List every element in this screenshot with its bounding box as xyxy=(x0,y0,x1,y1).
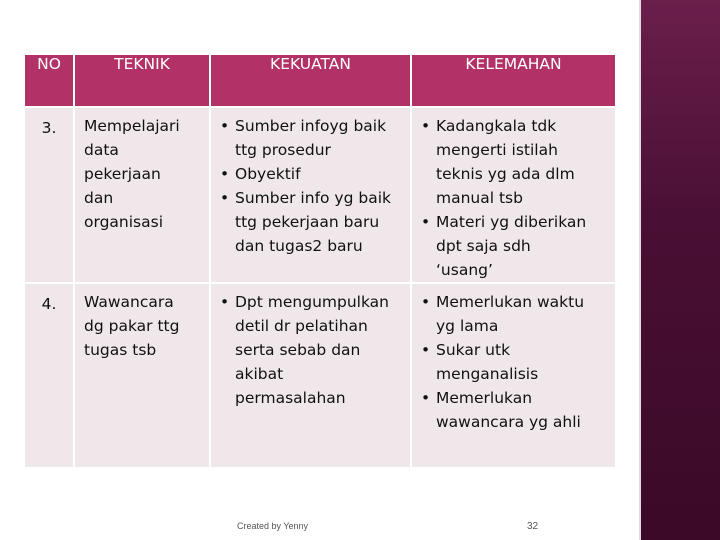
list-item xyxy=(420,114,615,210)
page-number: 32 xyxy=(527,521,539,532)
row-number: 3. xyxy=(25,106,75,282)
item-line: wawancara yg ahli xyxy=(436,413,581,431)
list-item xyxy=(420,338,615,386)
list-item xyxy=(219,162,410,186)
kekuatan-list xyxy=(211,284,410,410)
item-line: • Obyektif xyxy=(235,165,301,183)
teknik-line: dg pakar ttg xyxy=(84,317,180,335)
kelemahan-cell xyxy=(412,106,615,282)
item-line: akibat xyxy=(235,365,284,383)
footer-credit: Created by Yenny xyxy=(237,521,309,531)
header-teknik: TEKNIK xyxy=(75,55,211,106)
header-kelemahan: KELEMAHAN xyxy=(412,55,615,106)
kelemahan-list xyxy=(412,108,615,282)
table-row xyxy=(25,282,615,467)
header-kekuatan: KEKUATAN xyxy=(211,55,412,106)
kekuatan-cell xyxy=(211,106,412,282)
list-item xyxy=(420,290,615,338)
list-item xyxy=(219,186,410,258)
row-number: 4. xyxy=(25,282,75,467)
teknik-line: dan xyxy=(84,189,114,207)
item-line: • Dpt mengumpulkan xyxy=(235,293,389,311)
teknik-line: data xyxy=(84,141,119,159)
header-row xyxy=(25,55,615,106)
kekuatan-list xyxy=(211,108,410,258)
item-line: ttg pekerjaan baru xyxy=(235,213,380,231)
teknik-line: Wawancara xyxy=(84,293,174,311)
item-line: yg lama xyxy=(436,317,499,335)
item-line: dan tugas2 baru xyxy=(235,237,363,255)
teknik-cell xyxy=(75,106,211,282)
side-band-decoration xyxy=(641,0,720,540)
item-line: manual tsb xyxy=(436,189,523,207)
item-line: • Sumber info yg baik xyxy=(235,189,391,207)
header-no: NO xyxy=(25,55,75,106)
item-line: • Memerlukan waktu xyxy=(436,293,585,311)
item-line: serta sebab dan xyxy=(235,341,361,359)
item-line: ttg prosedur xyxy=(235,141,331,159)
list-item xyxy=(420,386,615,434)
item-line: menganalisis xyxy=(436,365,539,383)
teknik-line: organisasi xyxy=(84,213,164,231)
list-item xyxy=(219,114,410,162)
teknik-cell xyxy=(75,282,211,467)
item-line: • Sumber infoyg baik xyxy=(235,117,387,135)
item-line: teknis yg ada dlm xyxy=(436,165,575,183)
list-item xyxy=(420,210,615,282)
teknik-line: Mempelajari xyxy=(84,117,180,135)
item-line: • Sukar utk xyxy=(436,341,511,359)
table-row xyxy=(25,106,615,282)
kekuatan-cell xyxy=(211,282,412,467)
item-line: ‘usang’ xyxy=(436,261,493,279)
item-line: • Memerlukan xyxy=(436,389,533,407)
kelemahan-list xyxy=(412,284,615,434)
item-line: permasalahan xyxy=(235,389,346,407)
list-item xyxy=(219,290,410,410)
item-line: dpt saja sdh xyxy=(436,237,531,255)
kelemahan-cell xyxy=(412,282,615,467)
item-line: detil dr pelatihan xyxy=(235,317,368,335)
technique-table xyxy=(25,55,615,467)
item-line: mengerti istilah xyxy=(436,141,558,159)
teknik-line: pekerjaan xyxy=(84,165,161,183)
teknik-line: tugas tsb xyxy=(84,341,157,359)
item-line: • Kadangkala tdk xyxy=(436,117,557,135)
item-line: • Materi yg diberikan xyxy=(436,213,587,231)
